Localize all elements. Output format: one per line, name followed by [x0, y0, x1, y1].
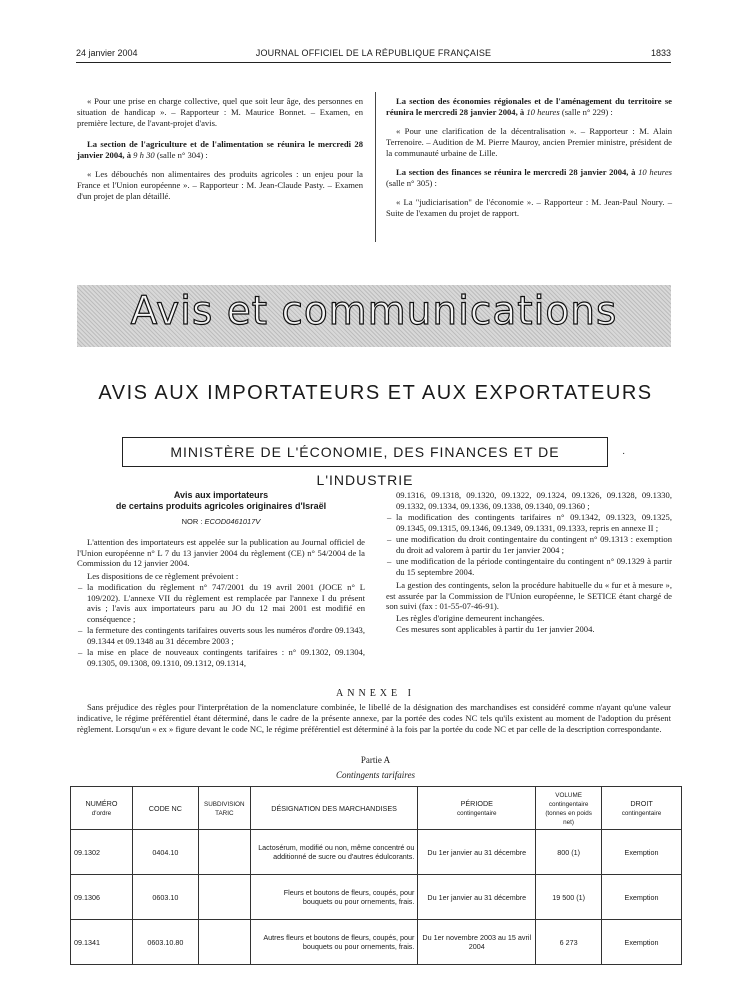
cell-code: 0603.10: [132, 875, 198, 920]
list-item: – une modification de la période contingentaire du contingent n° 09.1329 à partir du 15 septembre 2004.: [396, 556, 672, 577]
cell-code: 0404.10: [132, 830, 198, 875]
list-item: – la modification des contingents tarifaires n° 09.1342, 09.1323, 09.1325, 09.1345, 09.1315, 09.1346, 09.1349, 09.1331, 09.1333, repris en annexe II ;: [396, 512, 672, 533]
notice-right-column: [386, 490, 672, 635]
cell-periode: Du 1er janvier au 31 décembre: [418, 875, 536, 920]
paragraph: La gestion des contingents, selon la procédure habituelle du « fur et à mesure », est assurée par la Commission de l'Union européenne, le SETICE étant chargé de son suivi (fax : 01-55-07-46-91).: [386, 580, 672, 611]
list-item: – une modification du droit contingentaire du contingent n° 09.1313 : exemption du droit ad valorem à partir du 1er janvier 2004 ;: [396, 534, 672, 555]
cell-volume: 800 (1): [536, 830, 602, 875]
paragraph: « La "judiciarisation" de l'économie ». – Rapporteur : M. Jean-Paul Noury. – Suite de l'examen du projet de rapport.: [386, 197, 672, 218]
cell-designation: Fleurs et boutons de fleurs, coupés, pour bouquets ou pour ornements, frais.: [250, 875, 418, 920]
col-header-periode: PÉRIODE contingentaire: [418, 787, 536, 830]
cell-numero: 09.1306: [71, 875, 133, 920]
cell-code: 0603.10.80: [132, 920, 198, 965]
paragraph: 09.1316, 09.1318, 09.1320, 09.1322, 09.1324, 09.1326, 09.1328, 09.1330, 09.1332, 09.1334, 09.1336, 09.1338, 09.1340, 09.1360 ;: [396, 490, 672, 511]
running-header: [76, 48, 671, 62]
table-row: [71, 830, 682, 875]
cell-periode: Du 1er novembre 2003 au 15 avril 2004: [418, 920, 536, 965]
notice-left-column: [77, 537, 365, 669]
cell-droit: Exemption: [602, 920, 682, 965]
provisions-list: [77, 582, 365, 668]
col-header-droit: DROIT contingentaire: [602, 787, 682, 830]
cell-droit: Exemption: [602, 875, 682, 920]
list-item: – la fermeture des contingents tarifaires ouverts sous les numéros d'ordre 09.1343, 09.1344 et 09.1348 au 31 décembre 2003 ;: [87, 625, 365, 646]
table-header-row: [71, 787, 682, 830]
paragraph: Ces mesures sont applicables à partir du 1er janvier 2004.: [396, 624, 595, 634]
quota-table: [70, 786, 682, 965]
header-date: 24 janvier 2004: [76, 48, 138, 58]
section-notice: La section des économies régionales et de l'aménagement du territoire se réunira le mercredi 28 janvier 2004, à 10 heures (salle n° 229) :: [386, 96, 672, 117]
table-row: [71, 920, 682, 965]
cell-periode: Du 1er janvier au 31 décembre: [418, 830, 536, 875]
paragraph: « Pour une clarification de la décentralisation ». – Rapporteur : M. Alain Terrenoire. – Audition de M. Pierre Mauroy, ancien Premier ministre, président de la communauté urbaine de Lille.: [386, 126, 672, 158]
notice-title: Avis aux importateurs de certains produits agricoles originaires d'Israël: [115, 490, 327, 511]
paragraph: Les dispositions de ce règlement prévoient :: [87, 570, 239, 581]
column-divider: [375, 92, 376, 242]
cell-volume: 6 273: [536, 920, 602, 965]
paragraph: « Pour une prise en charge collective, quel que soit leur âge, des personnes en situation de handicap ». – Rapporteur : M. Maurice Bonnet. – Examen, en première lecture, de l'avant-projet d'avis.: [77, 96, 363, 128]
paragraph: Les règles d'origine demeurent inchangées.: [396, 612, 545, 623]
partie-label: Partie A: [360, 755, 391, 765]
cell-subdivision: [198, 875, 250, 920]
section-notice: La section de l'agriculture et de l'alimentation se réunira le mercredi 28 janvier 2004, à 9 h 30 (salle n° 304) :: [77, 139, 363, 160]
header-journal-title: JOURNAL OFFICIEL DE LA RÉPUBLIQUE FRANÇAISE: [255, 48, 492, 58]
provisions-list-continued: [386, 512, 672, 577]
cell-subdivision: [198, 830, 250, 875]
section-notice: La section des finances se réunira le mercredi 28 janvier 2004, à 10 heures (salle n° 305) :: [386, 167, 672, 188]
section-title: AVIS AUX IMPORTATEURS ET AUX EXPORTATEURS: [98, 382, 653, 404]
ministry-box: MINISTÈRE DE L'ÉCONOMIE, DES FINANCES ET DE L'INDUSTRIE: [122, 437, 608, 467]
table-subtitle: Contingents tarifaires: [336, 770, 415, 780]
annexe-title: ANNEXE I: [336, 688, 415, 699]
cell-droit: Exemption: [602, 830, 682, 875]
top-left-column: [77, 96, 363, 210]
cell-designation: Autres fleurs et boutons de fleurs, coupés, pour bouquets ou pour ornements, frais.: [250, 920, 418, 965]
annexe-intro: Sans préjudice des règles pour l'interprétation de la nomenclature combinée, le libellé de la désignation des marchandises est considéré comme n'ayant qu'une valeur indicative, le régime préférentiel étant déterminé, dans le cadre de la présente annexe, par la portée des codes NC tels qu'ils existent au moment de l'adoption du présent règlement. Lorsqu'un « ex » figure devant le code NC, le régime préférentiel est déterminé à la fois par la portée du code NC et par celle de la description correspondante.: [77, 702, 671, 734]
cell-volume: 19 500 (1): [536, 875, 602, 920]
paragraph: « Les débouchés non alimentaires des produits agricoles : un enjeu pour la France et l'Union européenne ». – Rapporteur : M. Jean-Claude Pasty. – Examen d'un projet de plan détaillé.: [77, 169, 363, 201]
decorative-dot: ·: [622, 448, 626, 459]
col-header-subdivision: SUBDIVISION TARIC: [198, 787, 250, 830]
cell-designation: Lactosérum, modifié ou non, même concentré ou additionné de sucre ou d'autres édulcorants.: [250, 830, 418, 875]
col-header-volume: VOLUME contingentaire (tonnes en poids net): [536, 787, 602, 830]
cell-numero: 09.1341: [71, 920, 133, 965]
col-header-code: CODE NC: [132, 787, 198, 830]
col-header-designation: DÉSIGNATION DES MARCHANDISES: [250, 787, 418, 830]
header-rule: [76, 62, 671, 63]
list-item: – la modification du règlement n° 747/2001 du 19 avril 2001 (JOCE n° L 109/202). L'annexe VII du règlement est remplacée par l'annexe I du présent avis ; l'avis aux importateurs paru au JO du 12 mai 2001 est modifié en conséquence ;: [87, 582, 365, 624]
table-row: [71, 875, 682, 920]
col-header-numero: NUMÉRO d'ordre: [71, 787, 133, 830]
cell-numero: 09.1302: [71, 830, 133, 875]
list-item: – la mise en place de nouveaux contingents tarifaires : n° 09.1302, 09.1304, 09.1305, 09.1308, 09.1310, 09.1312, 09.1314,: [87, 647, 365, 668]
paragraph: L'attention des importateurs est appelée sur la publication au Journal officiel de l'Union européenne n° L 7 du 13 janvier 2004 du règlement (CE) n° 54/2004 de la Commission du 12 janvier 2004.: [77, 537, 365, 568]
cell-subdivision: [198, 920, 250, 965]
top-right-column: [386, 96, 672, 227]
banner-title: Avis et communications: [130, 289, 618, 334]
nor-reference: NOR : ECOD0461017V: [181, 517, 261, 526]
section-banner: [77, 285, 671, 347]
header-page-number: 1833: [650, 48, 671, 58]
